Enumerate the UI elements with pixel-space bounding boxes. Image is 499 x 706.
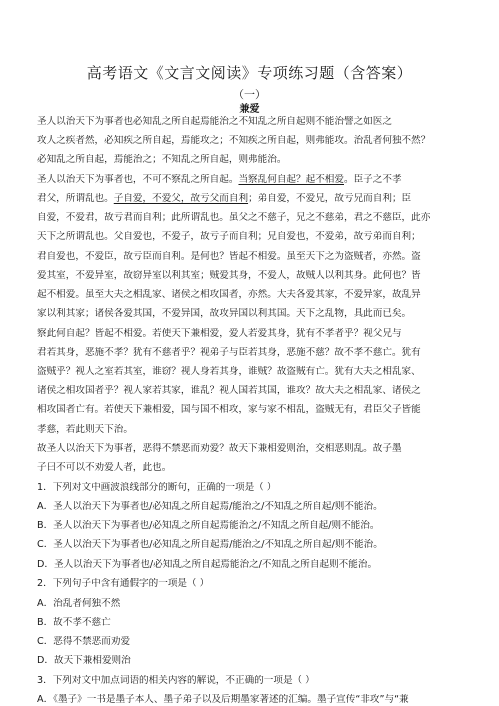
question-stem: 3．下列对文中加点词语的相关内容的解说，不正确的一项是（ ） — [37, 675, 315, 686]
passage-line — [37, 270, 465, 282]
section-heading: 兼爱 — [239, 104, 260, 115]
underlined-text: 子自爱，不爱父，故亏父而自利 — [113, 193, 249, 204]
passage-line — [37, 212, 465, 224]
passage-text: 爱其室，不爱异室，故窃异室以利其室；贼爱其身，不爱人，故贼人以利其身。此何也？皆 — [37, 270, 421, 281]
passage-text: ；弟自爱，不爱兄，故亏兄而自利；臣 — [248, 193, 412, 204]
passage-line — [37, 231, 465, 243]
passage-text: 子曰不可以不劝爱人者，此也。 — [37, 462, 172, 473]
passage-text: 天下之所谓乱也。父自爱也，不爱子，故亏子而自利；兄自爱也，不爱弟，故亏弟而自利； — [37, 231, 421, 242]
passage-text: 圣人以治天下为事者也，不可不察乱之所自起。 — [37, 174, 239, 185]
passage-text: 攻人之疾者然，必知疾之所自起，焉能攻之；不知疾之所自起，则弗能攻。治乱者何独不然？ — [37, 135, 431, 146]
passage-line — [37, 424, 465, 436]
passage-line — [37, 251, 465, 263]
passage-text: 孝慈，若此则天下治。 — [37, 424, 133, 435]
passage-line — [37, 289, 465, 301]
answer-option: A．《墨子》一书是墨子本人、墨子弟子以及后期墨家著述的汇编。墨子宣传“非攻”与“兼 — [37, 694, 409, 705]
passage-text: 起不相爱。虽至大夫之相乱家、诸侯之相攻国者，亦然。大夫各爱其家，不爱异家，故乱异 — [37, 289, 421, 300]
part-number: （一） — [233, 88, 266, 101]
passage-line — [37, 154, 465, 166]
question-stem: 2．下列句子中含有通假字的一项是（ ） — [37, 578, 210, 589]
answer-option: A．治乱者何独不然 — [37, 598, 121, 609]
answer-option: A．圣人以治天下为事者也/必知乱之所自起焉/能治之/不知乱之所自起/则不能治。 — [37, 501, 383, 512]
passage-line — [37, 462, 465, 474]
passage-line — [37, 366, 465, 378]
passage-text: 盗贼乎？视人之室若其室，谁窃？视人身若其身，谁贼？故盗贼有亡。犹有大夫之相乱家、 — [37, 366, 421, 377]
passage-text: 故圣人以治天下为事者，恶得不禁恶而劝爱？故天下兼相爱则治，交相恶则乱。故子墨 — [37, 443, 402, 454]
passage-text: 圣人以治天下为事者也必知乱之所自起焉能治之不知乱之所自起则不能治譬之如医之 — [37, 116, 392, 127]
answer-option: D．圣人以治天下为事者也/必知乱之所自起焉能治之/不知乱之所自起则不能治。 — [37, 559, 378, 570]
passage-text: 自爱，不爱君，故亏君而自利；此所谓乱也。虽父之不慈子，兄之不慈弟，君之不慈臣，此亦 — [37, 212, 431, 223]
answer-option: B．圣人以治天下为事者也/必知乱之所自起焉能治之/不知乱之所自起/则不能治。 — [37, 520, 380, 531]
answer-option: C．恶得不禁恶而劝爱 — [37, 636, 131, 647]
answer-option: B．故不孝不慈亡 — [37, 617, 111, 628]
passage-line — [37, 116, 465, 128]
answer-option: C．圣人以治天下为事者也/必知乱之所自起焉/能治之/不知乱之所自起/则不能治。 — [37, 539, 383, 550]
passage-text: 君若其身，恶施不孝？犹有不慈者乎？视弟子与臣若其身，恶施不慈？故不孝不慈亡。犹有 — [37, 347, 421, 358]
passage-line — [37, 347, 465, 359]
passage-text: 。臣子之不孝 — [344, 174, 402, 185]
passage-text: 君父，所谓乱也。 — [37, 193, 114, 204]
passage-text: 察此何自起？皆起不相爱。若使天下兼相爱，爱人若爱其身，犹有不孝者乎？视父兄与 — [37, 328, 402, 339]
passage-line — [37, 385, 465, 397]
passage-line — [37, 193, 465, 205]
passage-text: 必知乱之所自起，焉能治之；不知乱之所自起，则弗能治。 — [37, 154, 287, 165]
passage-line — [37, 443, 465, 455]
passage-text: 相攻国者亡有。若使天下兼相爱，国与国不相攻，家与家不相乱，盗贼无有，君臣父子皆能 — [37, 404, 421, 415]
underlined-text: 当察乱何自起？起不相爱 — [238, 174, 344, 185]
document-title: 高考语文《文言文阅读》专项练习题（含答案） — [86, 64, 413, 82]
passage-line — [37, 135, 465, 147]
passage-text: 家以利其家；诸侯各爱其国，不爱异国，故攻异国以利其国。天下之乱物，具此而已矣。 — [37, 308, 412, 319]
passage-line — [37, 308, 465, 320]
passage-text: 诸侯之相攻国者乎？视人家若其家，谁乱？视人国若其国，谁攻？故大夫之相乱家、诸侯之 — [37, 385, 421, 396]
answer-option: D．故天下兼相爱则治 — [37, 655, 131, 666]
passage-text: 君自爱也，不爱臣，故亏臣而自利。是何也？皆起不相爱。虽至天下之为盗贼者，亦然。盗 — [37, 251, 421, 262]
passage-line — [37, 174, 465, 186]
passage-line — [37, 404, 465, 416]
passage-line — [37, 328, 465, 340]
question-stem: 1．下列对文中画波浪线部分的断句，正确的一项是（ ） — [37, 482, 277, 493]
